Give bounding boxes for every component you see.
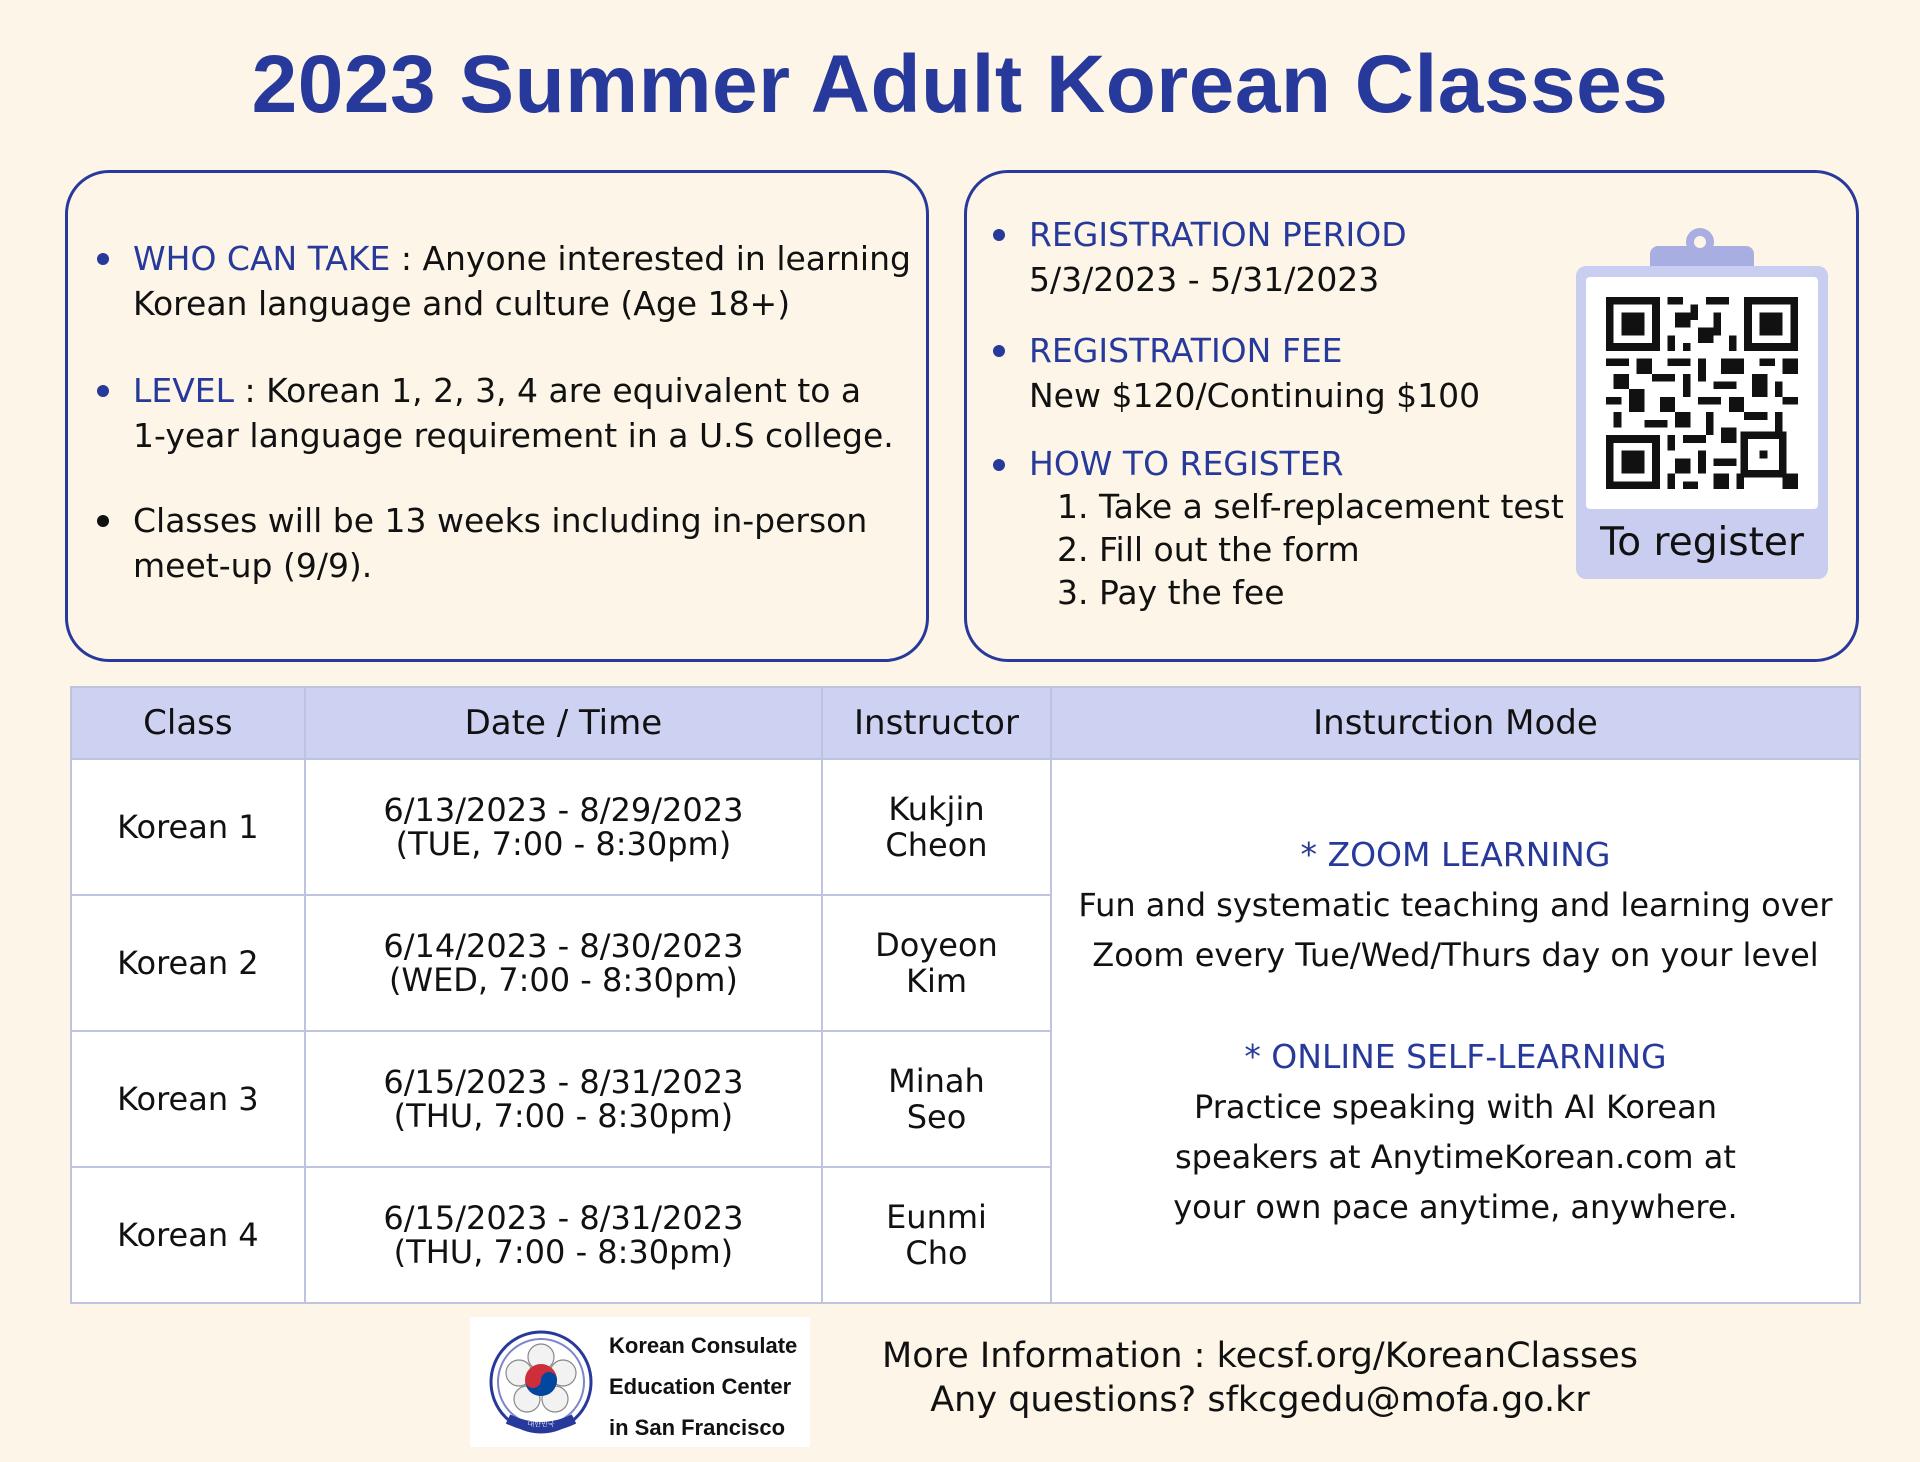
logo-line3: in San Francisco — [609, 1415, 786, 1440]
bullet-dot — [993, 345, 1005, 357]
instructor-first: Doyeon — [875, 926, 998, 964]
header-date-time: Date / Time — [305, 687, 822, 759]
step-item: 3. Pay the fee — [1057, 573, 1285, 612]
fee-value: New $120/Continuing $100 — [1029, 376, 1481, 415]
self-learning-line2: speakers at AnytimeKorean.com at — [1174, 1138, 1736, 1176]
instruction-mode-cell — [1051, 759, 1860, 1303]
bullet-weeks — [133, 498, 867, 588]
self-learning-line3: your own pace anytime, anywhere. — [1173, 1188, 1738, 1226]
who-line2: Korean language and culture (Age 18+) — [133, 284, 791, 323]
table-header-row — [71, 687, 1860, 759]
who-sep: : — [390, 239, 423, 278]
qr-code-graphic — [1606, 297, 1798, 489]
class-name: Korean 1 — [71, 759, 305, 895]
date-range: 6/15/2023 - 8/31/2023 — [383, 1063, 744, 1101]
logo-text — [609, 1325, 797, 1448]
header-instruction-mode: Insturction Mode — [1051, 687, 1860, 759]
korea-emblem-icon — [486, 1327, 596, 1437]
footer-contact — [860, 1334, 1660, 1422]
instructor-first: Minah — [888, 1062, 985, 1100]
step-item: 1. Take a self-replacement test — [1057, 487, 1564, 526]
period-value: 5/3/2023 - 5/31/2023 — [1029, 260, 1380, 299]
class-schedule-table — [70, 686, 1861, 1304]
level-sep: : — [234, 371, 267, 410]
self-learning-title: * ONLINE SELF-LEARNING — [1244, 1037, 1667, 1076]
time-range: (WED, 7:00 - 8:30pm) — [388, 961, 738, 999]
zoom-learning-title: * ZOOM LEARNING — [1300, 835, 1611, 874]
who-label: WHO CAN TAKE — [133, 239, 391, 278]
instructor-cell — [822, 1031, 1051, 1167]
fee-label: REGISTRATION FEE — [1029, 331, 1343, 370]
zoom-learning-line2: Zoom every Tue/Wed/Thurs day on your level — [1092, 936, 1819, 974]
time-range: (THU, 7:00 - 8:30pm) — [393, 1233, 734, 1271]
bullet-level — [133, 368, 894, 458]
instructor-last: Kim — [905, 962, 967, 1000]
date-time-cell — [305, 1167, 822, 1303]
self-learning-line1: Practice speaking with AI Korean — [1193, 1088, 1717, 1126]
period-label: REGISTRATION PERIOD — [1029, 215, 1407, 254]
date-time-cell — [305, 895, 822, 1031]
header-instructor: Instructor — [822, 687, 1051, 759]
time-range: (THU, 7:00 - 8:30pm) — [393, 1097, 734, 1135]
how-label: HOW TO REGISTER — [1029, 444, 1344, 483]
qr-caption: To register — [1600, 520, 1804, 565]
level-line2: 1-year language requirement in a U.S college. — [133, 416, 894, 455]
class-name: Korean 4 — [71, 1167, 305, 1303]
bullet-who-can-take — [133, 236, 911, 326]
instructor-cell — [822, 1167, 1051, 1303]
instructor-last: Cheon — [885, 826, 988, 864]
instructor-last: Cho — [905, 1234, 968, 1272]
table-row — [71, 759, 1860, 895]
level-label: LEVEL — [133, 371, 235, 410]
questions-email[interactable]: Any questions? sfkcgedu@mofa.go.kr — [930, 1380, 1590, 1420]
date-range: 6/13/2023 - 8/29/2023 — [383, 791, 744, 829]
instructor-last: Seo — [906, 1098, 967, 1136]
header-class: Class — [71, 687, 305, 759]
register-steps — [1029, 485, 1564, 614]
class-name: Korean 3 — [71, 1031, 305, 1167]
instructor-cell — [822, 759, 1051, 895]
spacer — [1052, 980, 1859, 1032]
qr-code-icon[interactable] — [1586, 277, 1818, 509]
weeks-line1: Classes will be 13 weeks including in-person — [133, 501, 868, 540]
more-info-link[interactable]: More Information : kecsf.org/KoreanClasses — [882, 1336, 1638, 1376]
class-name: Korean 2 — [71, 895, 305, 1031]
weeks-line2: meet-up (9/9). — [133, 546, 373, 585]
instructor-first: Kukjin — [888, 790, 985, 828]
consulate-logo — [470, 1317, 810, 1447]
page-title: 2023 Summer Adult Korean Classes — [251, 39, 1669, 130]
date-time-cell — [305, 759, 822, 895]
who-line1: Anyone interested in learning — [422, 239, 911, 278]
date-range: 6/14/2023 - 8/30/2023 — [383, 927, 744, 965]
date-range: 6/15/2023 - 8/31/2023 — [383, 1199, 744, 1237]
emblem-label: 대한민국 — [527, 1420, 555, 1428]
bullet-how-to-register — [1029, 442, 1564, 614]
bullet-dot — [993, 229, 1005, 241]
bullet-dot — [97, 515, 109, 527]
bullet-registration-period — [1029, 212, 1407, 302]
bullet-dot — [97, 253, 109, 265]
instructor-first: Eunmi — [886, 1198, 987, 1236]
zoom-learning-line1: Fun and systematic teaching and learning over — [1078, 886, 1833, 924]
logo-line1: Korean Consulate — [609, 1333, 798, 1358]
time-range: (TUE, 7:00 - 8:30pm) — [395, 825, 732, 863]
level-line1: Korean 1, 2, 3, 4 are equivalent to a — [266, 371, 862, 410]
bullet-dot — [97, 385, 109, 397]
clipboard-ring — [1686, 228, 1714, 256]
date-time-cell — [305, 1031, 822, 1167]
instructor-cell — [822, 895, 1051, 1031]
step-item: 2. Fill out the form — [1057, 530, 1360, 569]
logo-line2: Education Center — [609, 1374, 792, 1399]
bullet-registration-fee — [1029, 328, 1480, 418]
bullet-dot — [993, 459, 1005, 471]
